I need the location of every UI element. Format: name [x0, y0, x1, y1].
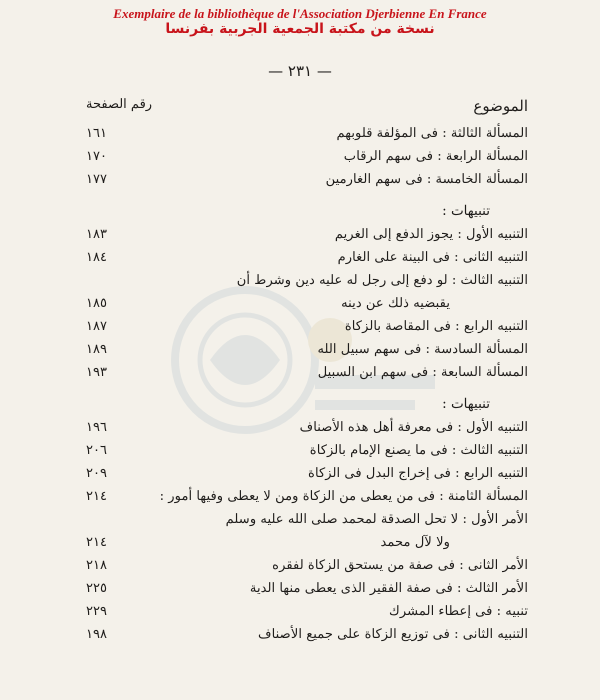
page-number: — ٢٣١ —: [268, 62, 332, 80]
toc-row: [86, 531, 528, 554]
toc-entry-page: ١٩٨: [86, 627, 107, 642]
entries-group-3: [86, 416, 528, 646]
entries-group-2: [86, 223, 528, 384]
toc-entry-page: ٢١٨: [86, 558, 107, 573]
page-column-header: رقم الصفحة: [86, 97, 153, 112]
toc-row: [86, 338, 528, 361]
toc-entry-page: ١٧٧: [86, 172, 107, 187]
arabic-stamp-line: نسخة من مكتبة الجمعية الجربية بفرنسا: [165, 21, 435, 37]
toc-row: [86, 168, 528, 191]
toc-row: [86, 315, 528, 338]
toc-row: [86, 416, 528, 439]
toc-entry-title: ولا لآل محمد: [380, 535, 450, 550]
toc-entry-title: التنبيه الأول : فى معرفة أهل هذه الأصناف: [299, 420, 528, 435]
toc-row: [86, 246, 528, 269]
contents-list: [86, 122, 528, 646]
toc-row: [86, 554, 528, 577]
toc-entry-title: تنبيه : فى إعطاء المشرك: [389, 604, 528, 619]
toc-entry-title: التنبيه الرابع : فى المقاصة بالزكاة: [344, 319, 528, 334]
toc-entry-title: التنبيه الأول : يجوز الدفع إلى الغريم: [334, 227, 528, 242]
french-stamp-line: Exemplaire de la bibliothèque de l'Association Djerbienne En France: [113, 6, 487, 21]
toc-entry-page: ١٨٣: [86, 227, 107, 242]
toc-entry-page: ١٩٦: [86, 420, 107, 435]
toc-entry-page: ١٧٠: [86, 149, 107, 164]
toc-row: [86, 361, 528, 384]
entries-group-1: [86, 122, 528, 191]
toc-entry-title: التنبيه الثالث : لو دفع إلى رجل له عليه دين وشرط أن: [236, 273, 528, 288]
toc-row: [86, 508, 528, 531]
toc-entry-title: الأمر الثانى : فى صفة من يستحق الزكاة لفقره: [272, 558, 528, 573]
toc-entry-title: التنبيه الثانى : فى توزيع الزكاة على جميع الأصناف: [257, 627, 528, 642]
toc-entry-title: المسألة الخامسة : فى سهم الغارمين: [325, 172, 528, 187]
section-heading: تنبيهات :: [442, 203, 490, 219]
toc-entry-page: ٢٢٥: [86, 581, 107, 596]
toc-entry-title: المسألة الثامنة : فى من يعطى من الزكاة ومن لا يعطى وفيها أمور :: [159, 489, 528, 504]
topic-column-header: الموضوع: [473, 97, 528, 115]
toc-entry-title: المسألة الثالثة : فى المؤلفة قلوبهم: [336, 126, 528, 141]
section-heading: تنبيهات :: [442, 396, 490, 412]
toc-entry-title: المسألة السادسة : فى سهم سبيل الله: [317, 342, 528, 357]
toc-entry-title: المسألة الرابعة : فى سهم الرقاب: [343, 149, 528, 164]
toc-entry-page: ٢٠٦: [86, 443, 107, 458]
toc-row: [86, 462, 528, 485]
toc-row: [86, 145, 528, 168]
toc-entry-title: يقبضيه ذلك عن دينه: [341, 296, 450, 311]
toc-row: [86, 439, 528, 462]
toc-entry-title: المسألة السابعة : فى سهم ابن السبيل: [317, 365, 528, 380]
library-stamp-header: [0, 6, 600, 38]
toc-entry-page: ١٦١: [86, 126, 107, 141]
toc-entry-title: الأمر الأول : لا تحل الصدقة لمحمد صلى الله عليه وسلم: [225, 512, 528, 527]
toc-row: [86, 292, 528, 315]
toc-entry-title: التنبيه الثانى : فى البينة على الغارم: [337, 250, 528, 265]
toc-entry-title: التنبيه الرابع : فى إخراج البدل فى الزكاة: [308, 466, 528, 481]
toc-entry-title: الأمر الثالث : فى صفة الفقير الذى يعطى منها الدية: [249, 581, 528, 596]
toc-entry-page: ٢٠٩: [86, 466, 107, 481]
toc-row: [86, 223, 528, 246]
toc-entry-page: ١٨٧: [86, 319, 107, 334]
toc-row: [86, 600, 528, 623]
toc-row: [86, 623, 528, 646]
column-headers: [86, 97, 528, 117]
toc-row: [86, 122, 528, 145]
toc-entry-page: ١٩٣: [86, 365, 107, 380]
toc-row: [86, 485, 528, 508]
toc-entry-page: ١٨٥: [86, 296, 107, 311]
toc-row: [86, 269, 528, 292]
toc-entry-page: ٢١٤: [86, 535, 107, 550]
toc-entry-page: ٢١٤: [86, 489, 107, 504]
toc-entry-title: التنبيه الثالث : فى ما يصنع الإمام بالزكاة: [309, 443, 528, 458]
toc-entry-page: ١٨٩: [86, 342, 107, 357]
toc-entry-page: ١٨٤: [86, 250, 107, 265]
toc-entry-page: ٢٢٩: [86, 604, 107, 619]
toc-row: [86, 577, 528, 600]
